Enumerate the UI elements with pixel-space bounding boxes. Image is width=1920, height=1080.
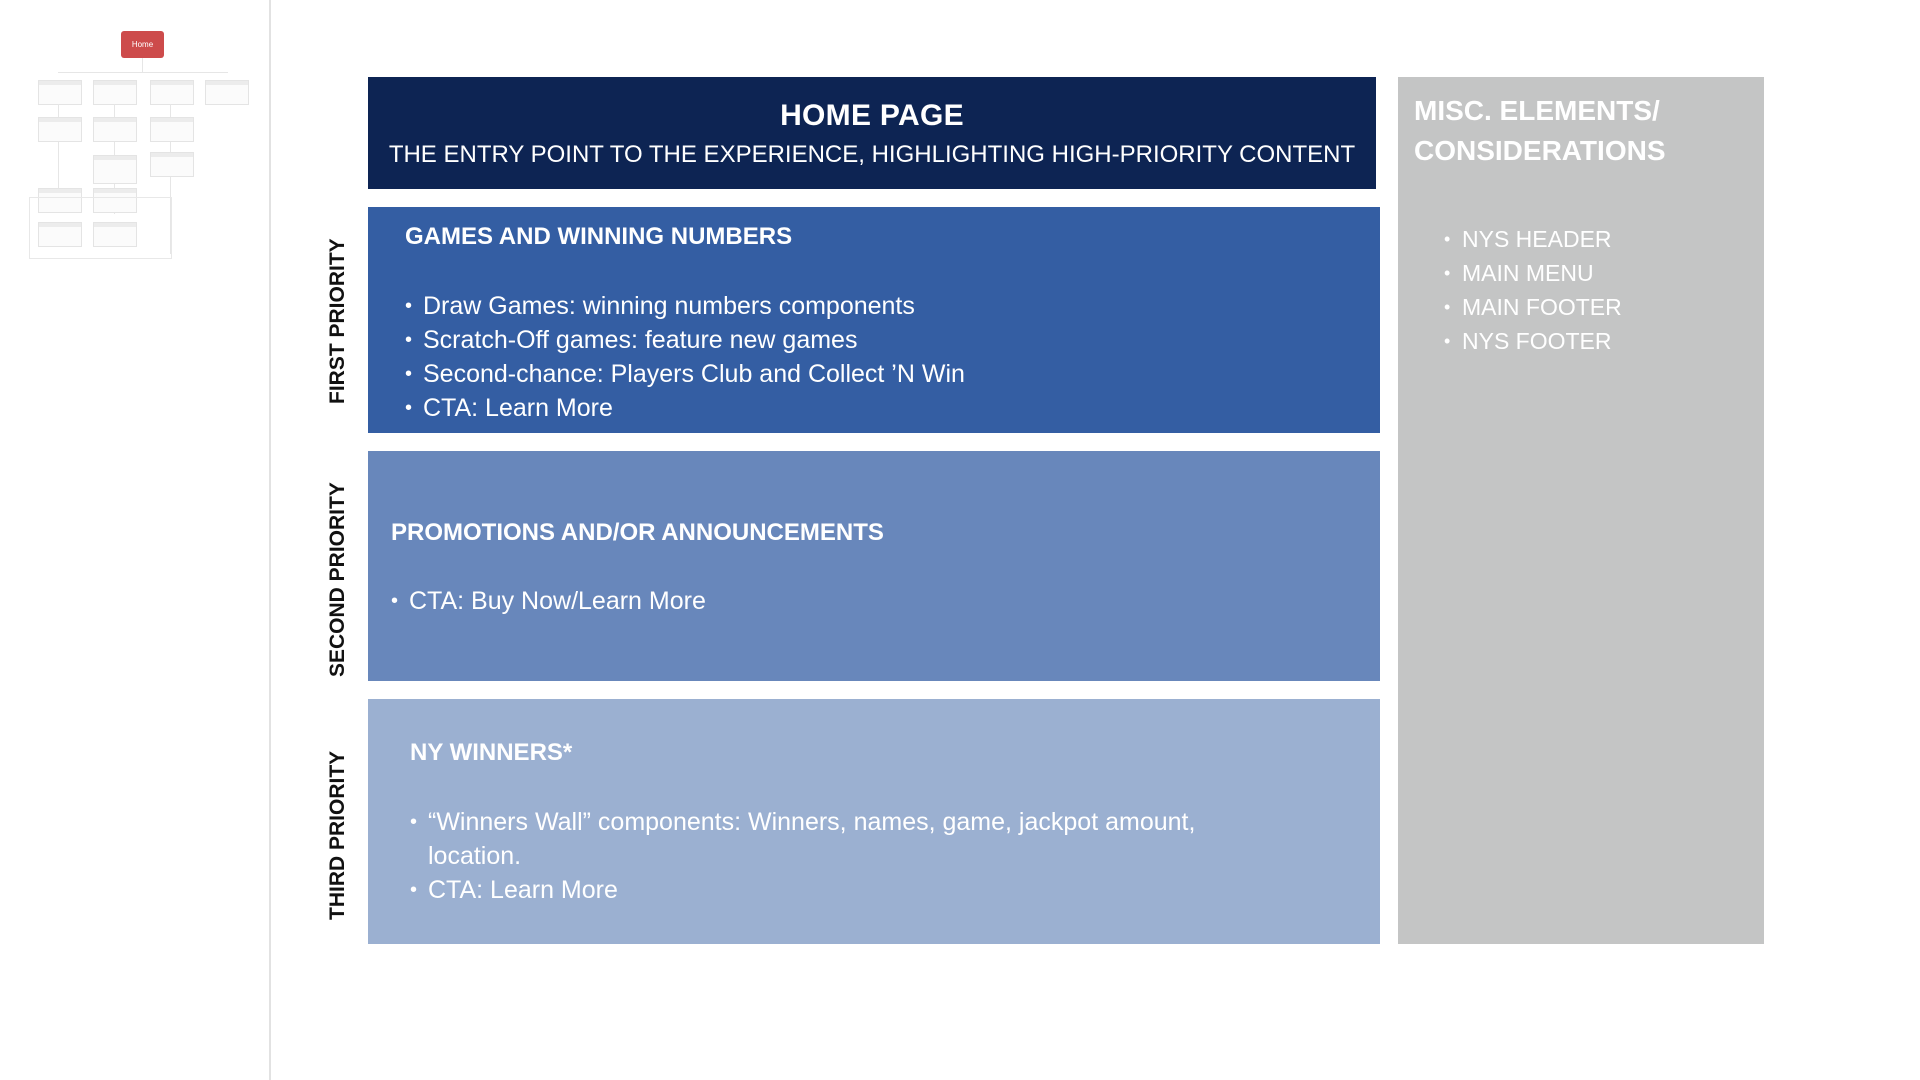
sitemap-node xyxy=(38,117,82,142)
third-priority-section xyxy=(368,699,1380,944)
second-priority-label: SECOND PRIORITY xyxy=(326,482,349,677)
sitemap-connector xyxy=(142,58,143,72)
section-list xyxy=(405,289,965,425)
list-item: • Draw Games: winning numbers components xyxy=(405,289,965,323)
misc-list xyxy=(1444,222,1622,358)
list-item: • NYS HEADER xyxy=(1444,222,1622,256)
sitemap-node xyxy=(150,152,194,177)
sitemap-node xyxy=(150,117,194,142)
sitemap-node xyxy=(93,155,137,184)
first-priority-section xyxy=(368,207,1380,433)
list-item: • CTA: Learn More xyxy=(410,873,1290,907)
sitemap-node xyxy=(93,80,137,105)
sitemap-node xyxy=(150,80,194,105)
sitemap-node xyxy=(38,222,82,247)
sitemap-node xyxy=(93,117,137,142)
list-item: • “Winners Wall” components: Winners, names, game, jackpot amount, location. xyxy=(410,805,1290,873)
list-item: • Second-chance: Players Club and Collect ’N Win xyxy=(405,357,965,391)
list-item: • MAIN MENU xyxy=(1444,256,1622,290)
section-list xyxy=(391,584,706,618)
list-item: • CTA: Learn More xyxy=(405,391,965,425)
sitemap-thumbnail-panel xyxy=(0,0,271,1080)
section-title: NY WINNERS* xyxy=(410,739,573,766)
sitemap-node xyxy=(93,222,137,247)
second-priority-section xyxy=(368,451,1380,681)
page-title: HOME PAGE xyxy=(780,99,964,132)
sitemap-connector xyxy=(58,72,228,73)
home-page-header xyxy=(368,77,1376,189)
misc-considerations-panel xyxy=(1398,77,1764,944)
sitemap-node xyxy=(205,80,249,105)
sitemap-node xyxy=(38,80,82,105)
first-priority-label: FIRST PRIORITY xyxy=(326,238,349,404)
third-priority-label: THIRD PRIORITY xyxy=(326,750,349,920)
misc-title: MISC. ELEMENTS/ CONSIDERATIONS xyxy=(1414,95,1666,166)
page-subtitle: THE ENTRY POINT TO THE EXPERIENCE, HIGHLIGHTING HIGH-PRIORITY CONTENT xyxy=(388,141,1356,168)
section-title: GAMES AND WINNING NUMBERS xyxy=(405,223,793,250)
sitemap-home-node: Home xyxy=(121,31,164,58)
list-item: • CTA: Buy Now/Learn More xyxy=(391,584,706,618)
list-item: • MAIN FOOTER xyxy=(1444,290,1622,324)
section-list xyxy=(410,805,1290,907)
list-item: • Scratch-Off games: feature new games xyxy=(405,323,965,357)
section-title: PROMOTIONS AND/OR ANNOUNCEMENTS xyxy=(391,519,884,546)
list-item: • NYS FOOTER xyxy=(1444,324,1622,358)
